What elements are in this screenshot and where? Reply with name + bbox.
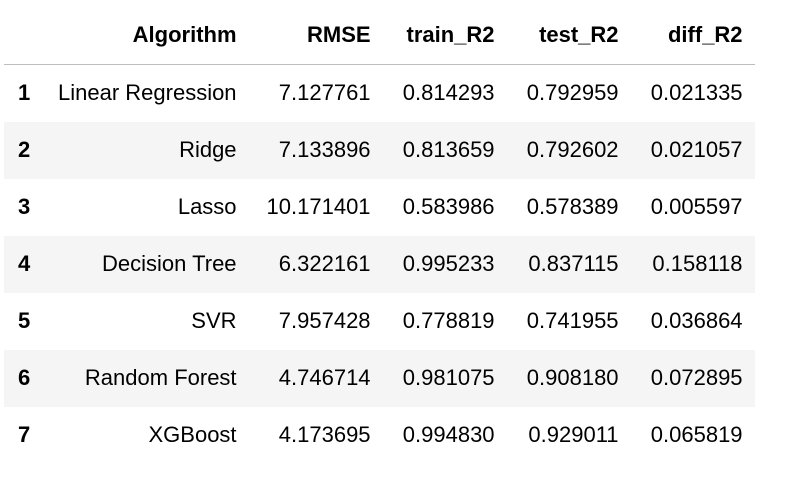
algorithm-cell: Lasso <box>177 194 237 219</box>
train-r2-cell: 0.994830 <box>402 422 495 447</box>
table-row <box>4 179 755 236</box>
test-r2-cell: 0.578389 <box>526 194 619 219</box>
test-r2-cell: 0.741955 <box>526 308 619 333</box>
diff-r2-cell: 0.036864 <box>650 308 743 333</box>
rmse-cell: 10.171401 <box>266 194 371 219</box>
row-index: 7 <box>18 422 31 447</box>
train-r2-cell: 0.813659 <box>402 137 495 162</box>
table-row <box>4 293 755 350</box>
train-r2-cell: 0.981075 <box>402 365 495 390</box>
diff-r2-header: diff_R2 <box>631 6 755 65</box>
train-r2-cell: 0.814293 <box>402 80 495 106</box>
train-r2-cell: 0.778819 <box>402 308 495 333</box>
diff-r2-cell: 0.065819 <box>650 422 743 447</box>
header-row <box>4 6 755 65</box>
diff-r2-cell: 0.158118 <box>652 251 743 276</box>
row-index: 2 <box>18 137 31 162</box>
rmse-cell: 4.746714 <box>278 365 371 390</box>
row-index: 5 <box>18 308 31 333</box>
test-r2-cell: 0.792602 <box>526 137 619 162</box>
rmse-cell: 7.127761 <box>278 80 371 106</box>
row-index: 4 <box>18 251 31 276</box>
test-r2-cell: 0.792959 <box>526 80 619 106</box>
table-row <box>4 65 755 122</box>
results-table <box>4 6 755 464</box>
diff-r2-cell: 0.005597 <box>650 194 743 219</box>
row-index: 6 <box>18 365 31 390</box>
row-index: 1 <box>18 80 31 106</box>
test-r2-cell: 0.908180 <box>526 365 619 390</box>
algorithm-cell: Linear Regression <box>58 80 237 106</box>
rmse-cell: 6.322161 <box>278 251 371 276</box>
table-row <box>4 122 755 179</box>
table-row <box>4 350 755 407</box>
algorithm-cell: Decision Tree <box>102 251 237 276</box>
algorithm-cell: XGBoost <box>148 422 237 447</box>
diff-r2-cell: 0.021335 <box>650 80 743 106</box>
table-row <box>4 407 755 464</box>
table-row <box>4 236 755 293</box>
test-r2-cell: 0.929011 <box>528 422 619 447</box>
test-r2-cell: 0.837115 <box>528 251 619 276</box>
algorithm-cell: SVR <box>191 308 237 333</box>
rmse-cell: 4.173695 <box>278 422 371 447</box>
rmse-cell: 7.133896 <box>278 137 371 162</box>
train-r2-cell: 0.995233 <box>402 251 495 276</box>
index-header <box>4 6 46 65</box>
rmse-header: RMSE <box>249 6 383 65</box>
algorithm-header: Algorithm <box>46 6 249 65</box>
row-index: 3 <box>18 194 31 219</box>
algorithm-cell: Random Forest <box>84 365 237 390</box>
train-r2-cell: 0.583986 <box>402 194 495 219</box>
algorithm-cell: Ridge <box>179 137 237 162</box>
diff-r2-cell: 0.021057 <box>650 137 743 162</box>
train-r2-header: train_R2 <box>383 6 507 65</box>
rmse-cell: 7.957428 <box>278 308 371 333</box>
test-r2-header: test_R2 <box>507 6 631 65</box>
diff-r2-cell: 0.072895 <box>650 365 743 390</box>
